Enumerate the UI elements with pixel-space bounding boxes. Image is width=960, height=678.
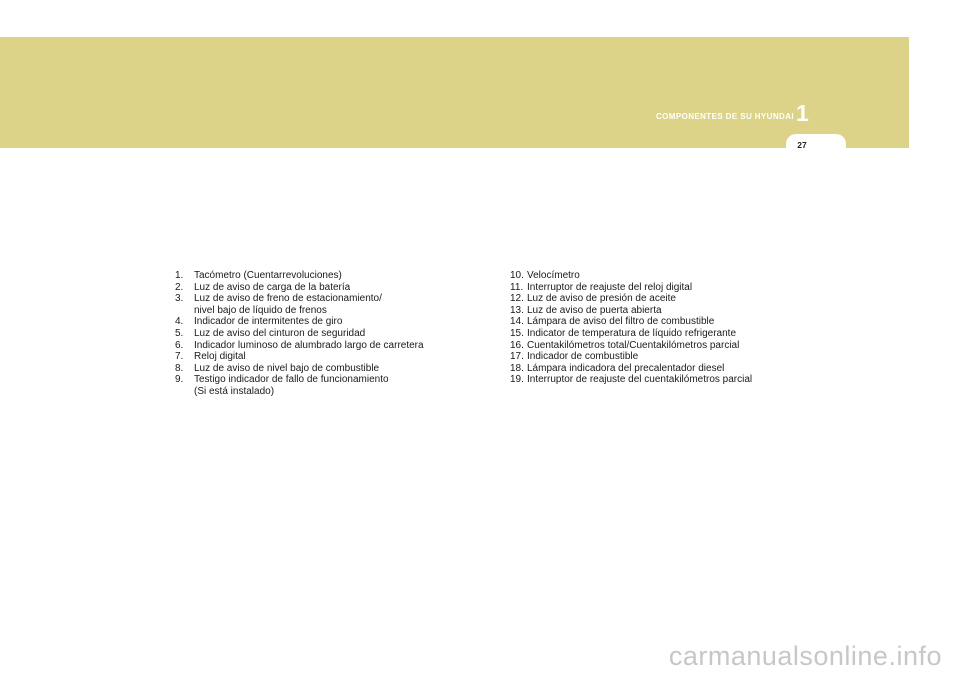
list-item-line: nivel bajo de líquido de frenos	[194, 304, 327, 316]
list-item-text	[194, 340, 424, 352]
list-item	[175, 270, 475, 282]
list-item-text	[194, 293, 382, 316]
list-item	[175, 351, 475, 363]
list-item-number: 14.	[510, 316, 524, 328]
list-item-number: 17.	[510, 351, 524, 363]
list-item-number: 13.	[510, 304, 524, 316]
list-item-number: 10.	[510, 270, 524, 281]
list-item	[175, 328, 475, 340]
list-item-line: Indicador de intermitentes de giro	[194, 316, 343, 328]
header-band	[0, 37, 909, 148]
list-item	[510, 351, 810, 363]
list-item-line: Indicador luminoso de alumbrado largo de carretera	[194, 339, 424, 351]
list-item-text	[527, 293, 676, 305]
list-item-text	[527, 305, 662, 317]
list-item	[510, 363, 810, 375]
list-item-line: (Si está instalado)	[194, 385, 275, 397]
list-item-number: 12.	[510, 293, 524, 305]
list-item-number: 4.	[175, 316, 184, 328]
list-item-line: Testigo indicador de fallo de funcionamiento	[194, 374, 389, 386]
list-item-number: 2.	[175, 281, 184, 293]
list-item-text	[527, 270, 580, 282]
page-number: 27	[797, 140, 807, 150]
list-item	[510, 305, 810, 317]
list-item	[175, 293, 475, 316]
list-item	[510, 282, 810, 294]
list-item-text	[527, 316, 714, 328]
component-list-left	[175, 270, 475, 398]
list-item-line: Luz de aviso de puerta abierta	[527, 304, 662, 316]
list-item-text	[194, 374, 389, 397]
list-item-number: 8.	[175, 362, 184, 374]
list-item-line: Cuentakilómetros total/Cuentakilómetros parcial	[527, 339, 740, 351]
list-item	[175, 374, 475, 397]
list-item-line: Interruptor de reajuste del reloj digital	[527, 281, 693, 293]
list-item-line: Velocímetro	[527, 270, 580, 281]
list-item-line: Luz de aviso del cinturon de seguridad	[194, 327, 366, 339]
list-item	[175, 340, 475, 352]
list-item	[510, 328, 810, 340]
list-item	[175, 282, 475, 294]
list-item	[510, 374, 810, 386]
list-item-number: 18.	[510, 362, 524, 374]
list-item-line: Interruptor de reajuste del cuentakilómetros parcial	[527, 374, 753, 386]
chapter-number: 1	[796, 100, 809, 126]
list-item	[175, 363, 475, 375]
list-item-number: 16.	[510, 339, 524, 351]
list-item-line: Luz de aviso de nivel bajo de combustible	[194, 362, 380, 374]
list-item-text	[527, 282, 692, 294]
section-title: COMPONENTES DE SU HYUNDAI	[655, 112, 794, 121]
list-item-text	[194, 351, 246, 363]
list-item	[510, 270, 810, 282]
list-item-line: Lámpara de aviso del filtro de combustible	[527, 316, 715, 328]
list-item-number: 7.	[175, 351, 184, 363]
list-item-line: Lámpara indicadora del precalentador diesel	[527, 362, 725, 374]
list-item-line: Luz de aviso de carga de la batería	[194, 281, 351, 293]
list-item-text	[527, 351, 638, 363]
list-item-number: 5.	[175, 327, 184, 339]
list-item-line: Indicador de combustible	[527, 351, 639, 363]
list-item-number: 19.	[510, 374, 524, 386]
list-item-text	[527, 340, 739, 352]
watermark: carmanualsonline.info	[668, 641, 942, 671]
list-item-line: Luz de aviso de freno de estacionamiento/	[194, 293, 382, 305]
list-item	[510, 316, 810, 328]
list-item-text	[527, 374, 752, 386]
list-item-line: Indicator de temperatura de líquido refrigerante	[527, 327, 737, 339]
list-item	[510, 340, 810, 352]
list-item	[510, 293, 810, 305]
list-item-line: Tacómetro (Cuentarrevoluciones)	[194, 270, 342, 281]
list-item-text	[194, 328, 365, 340]
list-item-number: 3.	[175, 293, 184, 305]
list-item-number: 11.	[510, 281, 524, 293]
list-item-text	[527, 363, 724, 375]
list-item-number: 15.	[510, 327, 524, 339]
list-item-text	[194, 363, 379, 375]
list-item-line: Reloj digital	[194, 351, 246, 363]
list-item-number: 1.	[175, 270, 184, 281]
list-item-text	[194, 270, 342, 282]
component-list-right	[510, 270, 810, 386]
list-item-number: 6.	[175, 339, 184, 351]
list-item-text	[527, 328, 736, 340]
list-item-number: 9.	[175, 374, 184, 386]
list-item-text	[194, 316, 342, 328]
list-item-text	[194, 282, 350, 294]
list-item	[175, 316, 475, 328]
list-item-line: Luz de aviso de presión de aceite	[527, 293, 676, 305]
